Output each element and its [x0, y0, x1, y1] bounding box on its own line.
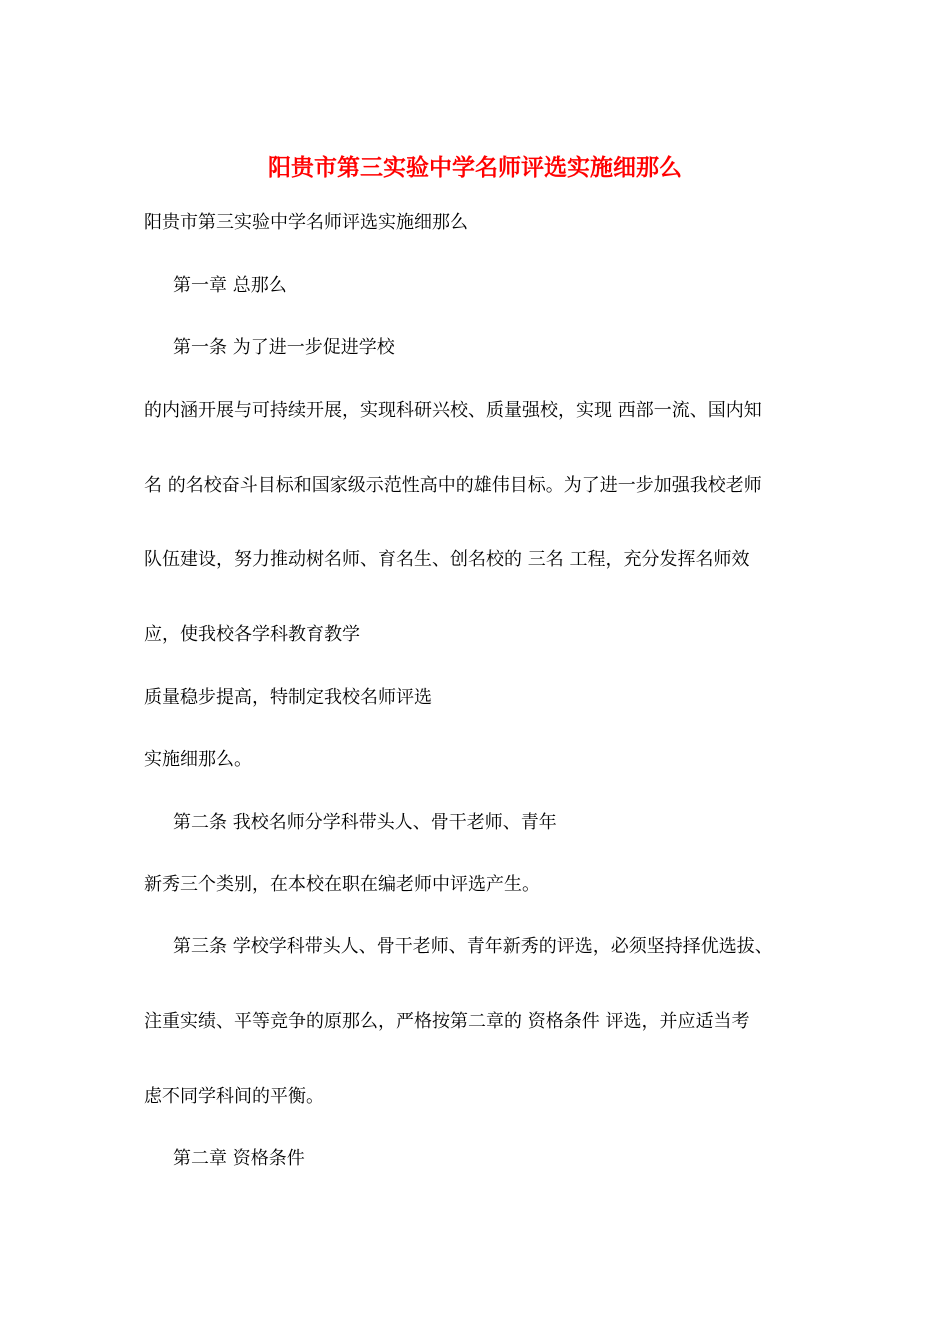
article-line: 第二条 我校名师分学科带头人、骨干老师、青年: [173, 812, 557, 833]
body-line: 注重实绩、平等竞争的原那么，严格按第二章的 资格条件 评选，并应适当考: [144, 1011, 750, 1032]
body-line: 的内涵开展与可持续开展，实现科研兴校、质量强校，实现 西部一流、国内知: [144, 400, 762, 421]
body-line: 质量稳步提高，特制定我校名师评选: [144, 687, 432, 708]
body-line: 实施细那么。: [144, 749, 252, 770]
body-line: 名 的名校奋斗目标和国家级示范性高中的雄伟目标。为了进一步加强我校老师: [144, 475, 762, 496]
subtitle-line: 阳贵市第三实验中学名师评选实施细那么: [144, 212, 468, 233]
body-line: 应，使我校各学科教育教学: [144, 624, 360, 645]
document-title: 阳贵市第三实验中学名师评选实施细那么: [268, 154, 682, 181]
body-line: 队伍建设，努力推动树名师、育名生、创名校的 三名 工程，充分发挥名师效: [144, 549, 750, 570]
article-line: 第三条 学校学科带头人、骨干老师、青年新秀的评选，必须坚持择优选拔、: [173, 936, 773, 957]
chapter-heading: 第二章 资格条件: [173, 1148, 305, 1169]
body-line: 新秀三个类别，在本校在职在编老师中评选产生。: [144, 874, 540, 895]
body-line: 虑不同学科间的平衡。: [144, 1086, 324, 1107]
article-line: 第一条 为了进一步促进学校: [173, 337, 395, 358]
chapter-heading: 第一章 总那么: [173, 275, 287, 296]
